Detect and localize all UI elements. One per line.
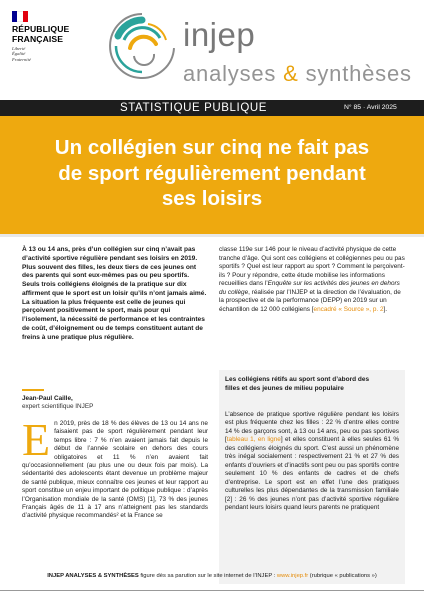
author-divider bbox=[22, 389, 44, 391]
author-role: expert scientifique INJEP bbox=[22, 403, 94, 410]
republic-name bbox=[12, 25, 82, 44]
intro-summary: À 13 ou 14 ans, près d’un collégien sur cinq n’avait pas d’activité sportive régulière pendant ses loisirs en 2019. Plus souvent des filles, les deux tiers de ces jeunes ont des parents qui sont eux-mêmes pas ou peu sportifs. Seuls trois collégiens éloignés de la pratique sur dix affirment que le sport est un loisir qu’ils n’ont jamais aimé. La situation la plus fréquente est celle de jeunes qui perçoivent positivement le sport, mais pour qui l’isolement, la nécessité de performance et les contraintes de coût, d’éloignement ou de temps constituent autant de freins à une pratique plus régulière. bbox=[22, 246, 207, 341]
body-paragraph-2c: ]. bbox=[383, 305, 388, 313]
motto-line-2: Égalité bbox=[12, 51, 26, 57]
collection-ampersand: & bbox=[283, 61, 299, 86]
body-paragraph-2b: , réalisée par l’INJEP et la direction de l’évaluation, de la prospective et de la performance (DEPP) en 2019 sur un échantillon de 12 000 collégiens [ bbox=[219, 288, 401, 313]
injep-logo-icon bbox=[104, 10, 180, 80]
survey-title: Enquête sur les activités des jeunes en dehors du collège bbox=[219, 280, 400, 296]
body-paragraph-2a: classe 119e sur 146 pour le niveau d’activité physique de cette tranche d’âge. Qui sont ces collégiens et collégiennes peu ou pas sportifs ? Quel est leur rapport au sport ? Comment le perçoivent-ils ? Pour y répondre, cette étude mobilise les informations recueillies dans l’ bbox=[219, 246, 405, 287]
body-paragraph-1: n 2019, près de 18 % des élèves de 13 ou 14 ans ne faisaient pas de sport régulièrement pendant leur temps libre : 7 % n’en avaient jamais fait depuis le début de l’année scolaire en dehors des cours obligatoires et 11 % n’en avaient fait qu’occasionnellement (au plus une ou deux fois par mois). La sédentarité des adolescents étant devenue un problème majeur de santé publique, mieux connaître ces jeunes et leur rapport au sport constitue un enjeu important de politique publique : d’après l’Organisation mondiale de la santé (OMS) [1], 73 % des jeunes Français âgés de 11 à 17 ans n’atteignent pas les standards d’activité physique recommandés² et la France se bbox=[22, 420, 208, 520]
title-banner-rule bbox=[0, 234, 424, 237]
motto-line-3: Fraternité bbox=[12, 56, 31, 62]
issue-reference: N° 85 · Avril 2025 bbox=[344, 104, 397, 111]
republic-line-1: RÉPUBLIQUE bbox=[12, 24, 70, 34]
page-title: Un collégien sur cinq ne fait pas de sport régulièrement pendant ses loisirs bbox=[54, 136, 370, 210]
collection-word-2: synthèses bbox=[305, 61, 412, 86]
collection-word-1: analyses bbox=[183, 61, 277, 86]
source-box-link[interactable]: encadré « Source », p. 2 bbox=[313, 305, 384, 313]
body-column-left bbox=[22, 420, 208, 584]
page-footer bbox=[0, 572, 424, 580]
findings-heading: Les collégiens rétifs au sport sont d’abord des filles et des jeunes de milieu populaire bbox=[225, 376, 370, 392]
republic-motto bbox=[12, 46, 82, 62]
author-name: Jean-Paul Caille, bbox=[22, 395, 73, 402]
injep-wordmark: injep bbox=[183, 16, 256, 53]
footer-divider bbox=[0, 590, 424, 591]
findings-text-b: ] et elles constituent à elles seules 61 % des collégiens éloignés du sport. C’est aussi un phénomène très inégal socialement : respectivement 21 % et 27 % des enfants d’ouvriers et d’inactifs sont peu ou pas sportifs contre seulement 10 % des enfants de cadres et de chefs d’entreprise. Le sport est en effet l’une des pratiques culturelles les plus dépendantes de la transmission familiale [2] : 26 % des jeunes n’ont pas d’activité sportive régulière pendant leurs loisirs quand leurs parents ne pratiquent bbox=[225, 436, 400, 511]
findings-box bbox=[219, 370, 405, 584]
series-title: STATISTIQUE PUBLIQUE bbox=[120, 102, 268, 114]
footer-url-link[interactable]: www.injep.fr bbox=[276, 573, 309, 579]
table-1-link[interactable]: tableau 1, en ligne bbox=[226, 436, 281, 444]
series-band bbox=[0, 100, 424, 116]
footer-mid: figure dès sa parution sur le site internet de l’INJEP : bbox=[138, 573, 277, 579]
footer-tail: (rubrique « publications ») bbox=[308, 573, 377, 579]
republique-francaise-logo bbox=[12, 11, 82, 62]
body-column-right bbox=[219, 246, 405, 314]
collection-name bbox=[183, 62, 412, 86]
republic-line-2: FRANÇAISE bbox=[12, 33, 64, 44]
drop-cap: E bbox=[22, 420, 51, 465]
findings-text-a: L’absence de pratique sportive régulière pendant les loisirs est plus fréquente chez les filles : 22 % d’entre elles contre 14 % des garçons sont, à 13 ou 14 ans, peu ou pas sportives [ bbox=[225, 411, 399, 444]
findings-text bbox=[225, 411, 399, 512]
motto-line-1: Liberté bbox=[12, 46, 26, 52]
footer-lead: INJEP ANALYSES & SYNTHÈSES bbox=[47, 573, 139, 579]
french-flag-icon bbox=[12, 11, 28, 22]
